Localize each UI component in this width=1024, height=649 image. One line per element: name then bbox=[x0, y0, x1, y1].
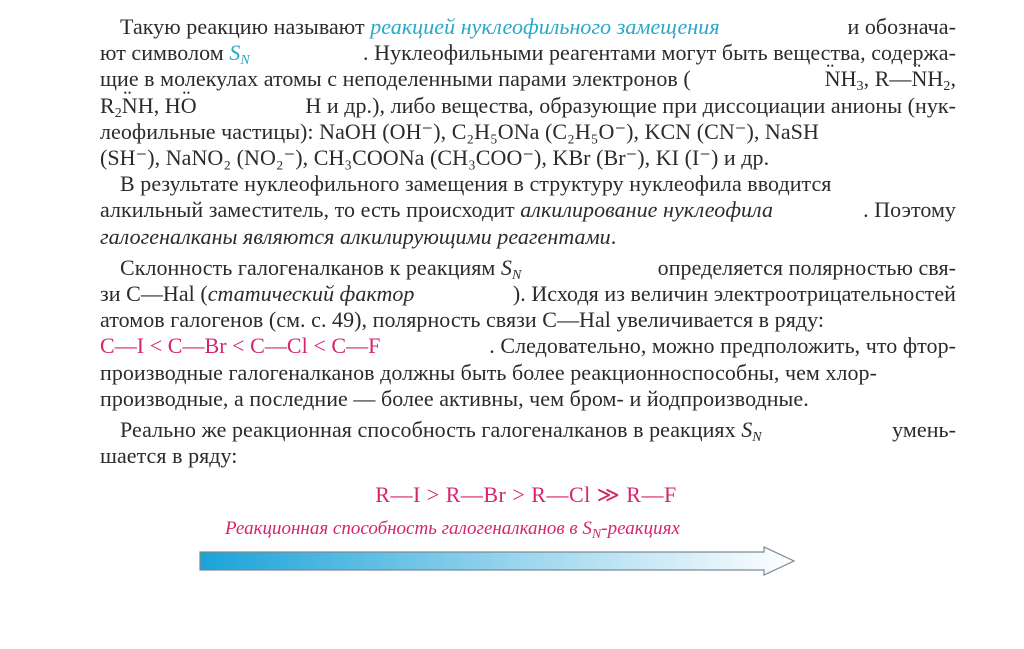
p1-formulas bbox=[100, 93, 197, 119]
reactivity-series bbox=[0, 482, 1024, 508]
p3-line-6: производные, а последние — более активны, чем бром- и йодпроизводные. bbox=[100, 385, 809, 411]
p1-line-4 bbox=[100, 93, 956, 119]
p1-line-6: (SH⁻), NaNO₂ (NO₂⁻), CH₃COONa (CH₃COO⁻), KBr (Br⁻), KI (I⁻) и др. bbox=[100, 145, 770, 171]
paragraph-1 bbox=[100, 14, 956, 171]
arrow-caption-text: Реакционная способность галогеналканов в bbox=[225, 518, 583, 539]
body-text bbox=[100, 14, 956, 469]
p2-line-3 bbox=[100, 224, 956, 250]
p3-text: зи C—Hal ( bbox=[100, 281, 208, 307]
nitrogen-lone-pair: •• N bbox=[911, 66, 927, 92]
nitrogen-lone-pair: •• N bbox=[122, 93, 138, 119]
p1-text: ют символом bbox=[100, 40, 230, 66]
p1-text: Такую реакцию называют bbox=[120, 14, 371, 39]
p1-text: , bbox=[950, 66, 956, 92]
sn-subscript: N bbox=[240, 53, 250, 69]
p2-text: . bbox=[610, 223, 617, 249]
p3-line-2 bbox=[100, 281, 956, 307]
paragraph-3 bbox=[100, 255, 956, 412]
term-alkylation: алкилирование нуклеофила bbox=[520, 197, 774, 223]
arrow-caption-text: -реакциях bbox=[601, 518, 680, 539]
p3-line-3: атомов галогенов (см. с. 49), полярность связи C—Hal увеличивается в ряду: bbox=[100, 307, 825, 333]
p1-text: , R— bbox=[863, 66, 912, 92]
p1-text: . Нуклеофильными реагентами могут быть вещества, содержа- bbox=[363, 40, 956, 66]
p1-text: H bbox=[840, 66, 857, 92]
arrow-caption-sn-subscript: N bbox=[591, 527, 602, 542]
oxygen-lone-pair: •• O bbox=[181, 93, 197, 119]
sn-subscript: N bbox=[752, 430, 762, 446]
symbol-sn bbox=[500, 254, 522, 283]
p4-text: умень- bbox=[892, 417, 956, 443]
p1-line-3 bbox=[100, 66, 956, 95]
arrow-caption-sn: S bbox=[582, 518, 592, 539]
p2-line-1: В результате нуклеофильного замещения в структуру нуклеофила вводится bbox=[120, 171, 832, 197]
p1-text: H, H bbox=[137, 92, 181, 118]
p1-text: H bbox=[927, 66, 944, 92]
arrow-caption bbox=[225, 518, 680, 540]
gradient-arrow-icon bbox=[198, 546, 796, 576]
subscript: 2 bbox=[943, 79, 951, 95]
sn-letter: S bbox=[741, 417, 753, 443]
p1-line-5: леофильные частицы): NaOH (OH⁻), C₂H₅ONa (C₂H₅O⁻), KCN (CN⁻), NaSH bbox=[100, 118, 819, 144]
term-alkylating-agents: галогеналканы являются алкилирующими реагентами bbox=[100, 223, 611, 249]
polarity-series: C—I < C—Br < C—Cl < C—F bbox=[100, 333, 381, 359]
p4-line-2: шается в ряду: bbox=[100, 443, 238, 469]
reactivity-series-text: R—I > R—Br > R—Cl ≫ R—F bbox=[375, 482, 677, 507]
p4-text: Реально же реакционная способность галогеналканов в реакциях bbox=[120, 417, 742, 443]
sn-letter: S bbox=[500, 254, 512, 280]
p1-text: и обознача- bbox=[847, 14, 956, 39]
paragraph-2 bbox=[100, 171, 956, 250]
p1-text: H и др.), либо вещества, образующие при диссоциации анионы (нук- bbox=[305, 92, 956, 118]
subscript: 2 bbox=[114, 105, 122, 121]
p1-text: щие в молекулах атомы с неподеленными парами электронов ( bbox=[100, 66, 691, 92]
p4-line-1 bbox=[100, 417, 956, 446]
p2-text: . Поэтому bbox=[863, 197, 956, 223]
p3-line-4 bbox=[100, 333, 956, 359]
p3-text: Склонность галогеналканов к реакциям bbox=[120, 254, 501, 280]
nitrogen-lone-pair: •• N bbox=[825, 66, 841, 92]
subscript: 3 bbox=[856, 79, 864, 95]
p1-formulas bbox=[824, 66, 956, 95]
sn-letter: S bbox=[229, 40, 241, 66]
arrow-shape bbox=[200, 547, 794, 575]
sn-subscript: N bbox=[511, 267, 522, 283]
p3-line-1 bbox=[100, 255, 956, 281]
p3-text: . Следовательно, можно предположить, что фтор- bbox=[489, 333, 956, 359]
term-static-factor: статический фактор bbox=[207, 281, 415, 307]
term-nucleophilic-substitution: реакцией нуклеофильного замещения bbox=[370, 14, 720, 39]
p2-line-2 bbox=[100, 197, 956, 223]
p1-text: R bbox=[100, 92, 115, 118]
symbol-sn bbox=[229, 40, 250, 69]
p2-text: алкильный заместитель, то есть происходит bbox=[100, 197, 521, 223]
p3-line-5: производные галогеналканов должны быть более реакционноспособны, чем хлор- bbox=[100, 359, 877, 385]
symbol-sn bbox=[741, 417, 762, 446]
p1-line-1 bbox=[100, 14, 956, 40]
p3-text: ). Исходя из величин электроотрицательностей bbox=[512, 281, 956, 307]
paragraph-4 bbox=[100, 417, 956, 469]
p3-text: определяется полярностью свя- bbox=[657, 254, 956, 280]
